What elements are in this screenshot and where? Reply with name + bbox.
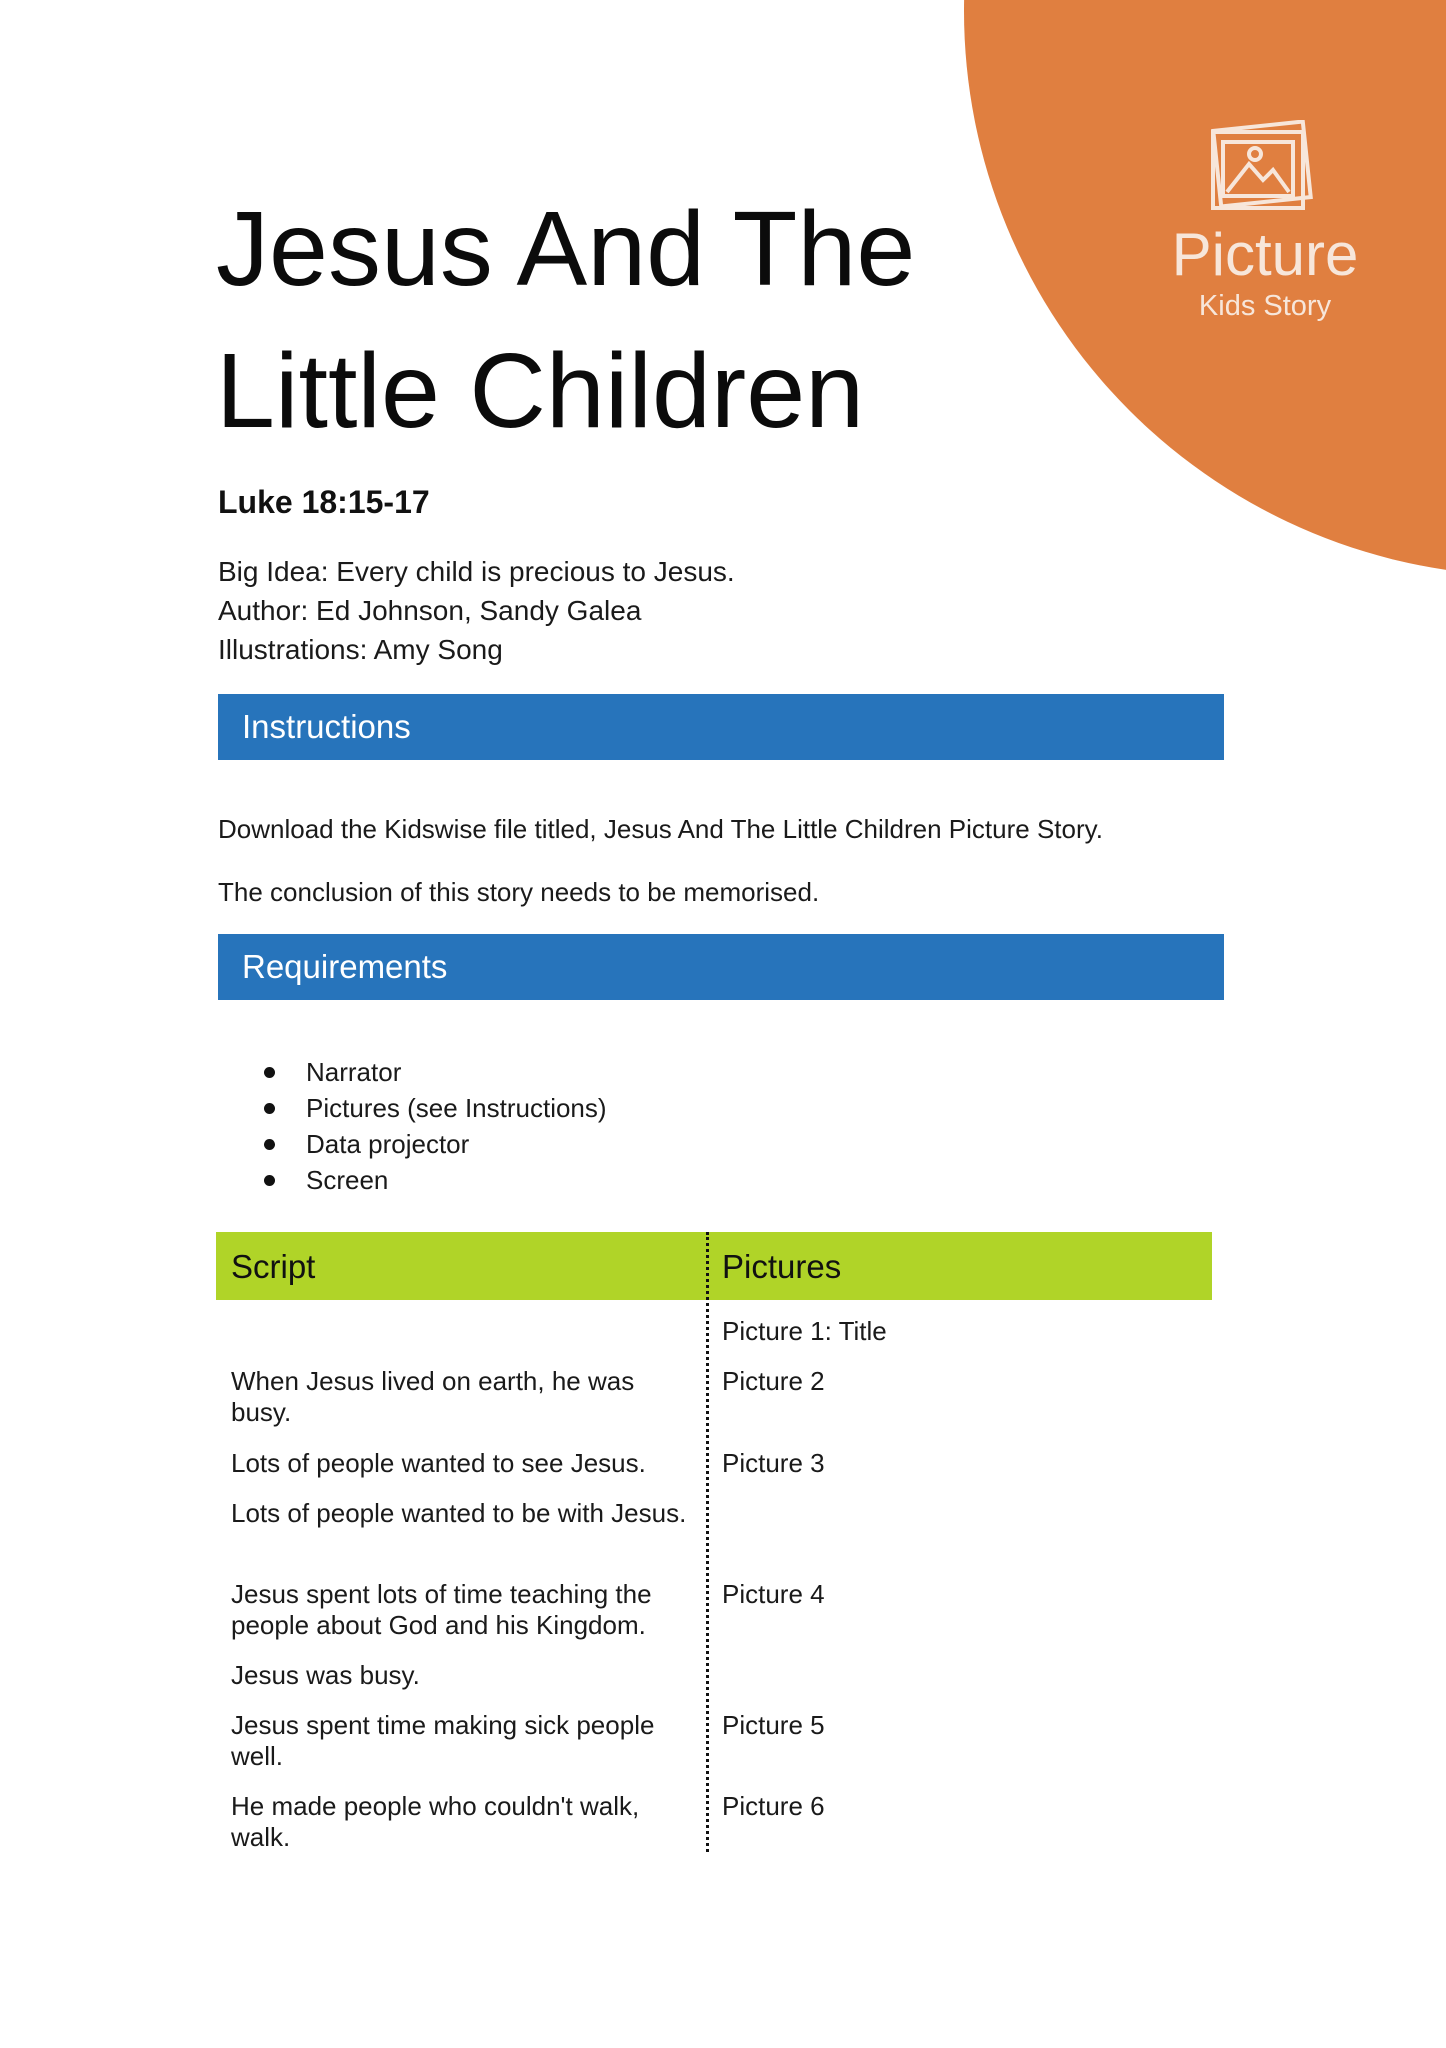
bullet-icon [264, 1067, 275, 1078]
illustrations-credit: Illustrations: Amy Song [218, 634, 503, 665]
instructions-paragraph-2: The conclusion of this story needs to be memorised. [218, 877, 820, 907]
picture-cell: Picture 1: Title [722, 1316, 887, 1346]
instructions-paragraph-1: Download the Kidswise file titled, Jesus And The Little Children Picture Story. [218, 814, 1103, 844]
title-line-1: Jesus And The [216, 190, 916, 308]
requirements-list [260, 1054, 607, 1198]
script-cell: Jesus was busy. [231, 1660, 420, 1690]
author: Author: Ed Johnson, Sandy Galea [218, 595, 642, 626]
bullet-icon [264, 1175, 275, 1186]
badge-title: Picture [1171, 221, 1359, 288]
script-cell: Jesus spent time making sick people well. [231, 1710, 655, 1771]
list-item: Narrator [260, 1054, 607, 1090]
picture-kids-story-badge [964, 0, 1446, 576]
column-header-script: Script [231, 1248, 316, 1285]
list-item: Screen [260, 1162, 607, 1198]
script-cell: Lots of people wanted to see Jesus. [231, 1448, 646, 1478]
requirements-heading: Requirements [218, 934, 1224, 1000]
picture-cell: Picture 5 [722, 1710, 825, 1740]
script-cell: Jesus spent lots of time teaching the people about God and his Kingdom. [231, 1579, 652, 1640]
table-row [216, 1316, 1212, 1366]
list-item: Pictures (see Instructions) [260, 1090, 607, 1126]
script-table-header [216, 1232, 1212, 1300]
picture-icon [1205, 120, 1325, 220]
script-cell: Lots of people wanted to be with Jesus. [231, 1498, 687, 1528]
table-row [216, 1366, 1212, 1448]
table-row [216, 1448, 1212, 1498]
script-table-body [216, 1316, 1212, 1872]
column-header-pictures: Pictures [722, 1248, 842, 1285]
story-meta [218, 552, 735, 669]
page-title [216, 178, 976, 462]
picture-cell: Picture 2 [722, 1366, 825, 1396]
picture-cell: Picture 6 [722, 1791, 825, 1821]
badge-subtitle: Kids Story [1198, 290, 1332, 322]
big-idea: Big Idea: Every child is precious to Jesus. [218, 556, 735, 587]
title-line-2: Little Children [216, 332, 865, 450]
table-row [216, 1791, 1212, 1872]
table-row [216, 1498, 1212, 1579]
scripture-reference: Luke 18:15-17 [218, 484, 430, 520]
picture-cell: Picture 4 [722, 1579, 825, 1609]
script-cell: When Jesus lived on earth, he was busy. [231, 1366, 635, 1427]
table-row [216, 1579, 1212, 1660]
bullet-icon [264, 1103, 275, 1114]
list-item: Data projector [260, 1126, 607, 1162]
script-cell: He made people who couldn't walk, walk. [231, 1791, 640, 1852]
bullet-icon [264, 1139, 275, 1150]
picture-cell: Picture 3 [722, 1448, 825, 1478]
table-row [216, 1710, 1212, 1791]
table-row [216, 1660, 1212, 1710]
instructions-heading: Instructions [218, 694, 1224, 760]
